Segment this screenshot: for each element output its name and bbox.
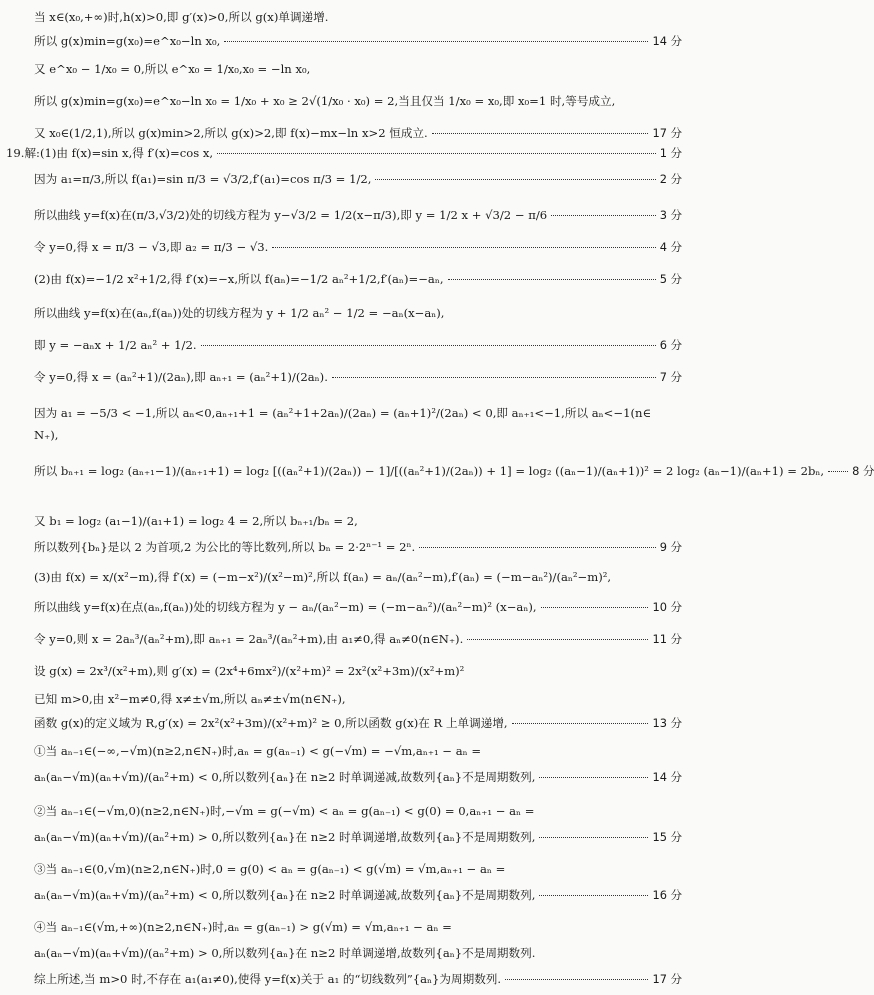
text-line: 又 e^x₀ − 1/x₀ = 0,所以 e^x₀ = 1/x₀,x₀ = −ln x₀, xyxy=(34,62,311,76)
text-line: 又 x₀∈(1/2,1),所以 g(x)min>2,所以 g(x)>2,即 f(x)−mx−ln x>2 恒成立. 17 分 xyxy=(34,126,682,140)
text-line: ③当 aₙ₋₁∈(0,√m)(n≥2,n∈N₊)时,0 = g(0) < aₙ = g(aₙ₋₁) < g(√m) = √m,aₙ₊₁ − aₙ = xyxy=(34,862,506,876)
text-line: ①当 aₙ₋₁∈(−∞,−√m)(n≥2,n∈N₊)时,aₙ = g(aₙ₋₁) < g(−√m) = −√m,aₙ₊₁ − aₙ = xyxy=(34,744,482,758)
text-line: 令 y=0,得 x = (aₙ²+1)/(2aₙ),即 aₙ₊₁ = (aₙ²+1)/(2aₙ). 7 分 xyxy=(34,370,682,384)
text-line: aₙ(aₙ−√m)(aₙ+√m)/(aₙ²+m) > 0,所以数列{aₙ}在 n≥2 时单调递增,故数列{aₙ}不是周期数列. xyxy=(34,946,536,960)
score-label: 11 分 xyxy=(652,632,682,646)
text-line: 所以数列{bₙ}是以 2 为首项,2 为公比的等比数列,所以 bₙ = 2·2ⁿ⁻¹ = 2ⁿ. 9 分 xyxy=(34,540,682,554)
text-line: 即 y = −aₙx + 1/2 aₙ² + 1/2. 6 分 xyxy=(34,338,682,352)
score-label: 6 分 xyxy=(659,338,682,352)
score-label: 13 分 xyxy=(652,716,682,730)
score-label: 15 分 xyxy=(652,830,682,844)
text-line: 因为 a₁=π/3,所以 f(a₁)=sin π/3 = √3/2,f′(a₁)=cos π/3 = 1/2, 2 分 xyxy=(34,172,682,186)
text-line: 所以 g(x)min=g(x₀)=e^x₀−ln x₀, 14 分 xyxy=(34,34,682,48)
score-label: 4 分 xyxy=(659,240,682,254)
score-label: 2 分 xyxy=(659,172,682,186)
text-line: 当 x∈(x₀,+∞)时,h(x)>0,即 g′(x)>0,所以 g(x)单调递增. xyxy=(34,10,329,24)
score-label: 5 分 xyxy=(659,272,682,286)
text-line: 所以 bₙ₊₁ = log₂ (aₙ₊₁−1)/(aₙ₊₁+1) = log₂ [((aₙ²+1)/(2aₙ)) − 1]/[((aₙ²+1)/(2aₙ)) + 1] = log₂ ((aₙ−1)/(aₙ+1))² = 2 log₂ (aₙ−1)/(aₙ+1) = 2bₙ, 8 分 xyxy=(34,464,874,478)
text-line: 设 g(x) = 2x³/(x²+m),则 g′(x) = (2x⁴+6mx²)/(x²+m)² = 2x²(x²+3m)/(x²+m)² xyxy=(34,664,465,678)
text-line: aₙ(aₙ−√m)(aₙ+√m)/(aₙ²+m) < 0,所以数列{aₙ}在 n≥2 时单调递减,故数列{aₙ}不是周期数列, 14 分 xyxy=(34,770,682,784)
score-label: 10 分 xyxy=(652,600,682,614)
score-label: 17 分 xyxy=(652,126,682,140)
text-line: 所以 g(x)min=g(x₀)=e^x₀−ln x₀ = 1/x₀ + x₀ ≥ 2√(1/x₀ · x₀) = 2,当且仅当 1/x₀ = x₀,即 x₀=1 时,等号成立, xyxy=(34,94,616,108)
score-label: 3 分 xyxy=(659,208,682,222)
text-line: aₙ(aₙ−√m)(aₙ+√m)/(aₙ²+m) > 0,所以数列{aₙ}在 n≥2 时单调递增,故数列{aₙ}不是周期数列, 15 分 xyxy=(34,830,682,844)
score-label: 7 分 xyxy=(659,370,682,384)
score-label: 1 分 xyxy=(659,146,682,160)
text-line: 令 y=0,得 x = π/3 − √3,即 a₂ = π/3 − √3. 4 分 xyxy=(34,240,682,254)
text-line: 令 y=0,则 x = 2aₙ³/(aₙ²+m),即 aₙ₊₁ = 2aₙ³/(aₙ²+m),由 a₁≠0,得 aₙ≠0(n∈N₊). 11 分 xyxy=(34,632,682,646)
text-line: aₙ(aₙ−√m)(aₙ+√m)/(aₙ²+m) < 0,所以数列{aₙ}在 n≥2 时单调递减,故数列{aₙ}不是周期数列, 16 分 xyxy=(34,888,682,902)
text-line: 又 b₁ = log₂ (a₁−1)/(a₁+1) = log₂ 4 = 2,所以 bₙ₊₁/bₙ = 2, xyxy=(34,514,358,528)
text-line: (2)由 f(x)=−1/2 x²+1/2,得 f′(x)=−x,所以 f(aₙ)=−1/2 aₙ²+1/2,f′(aₙ)=−aₙ, 5 分 xyxy=(34,272,682,286)
score-label: 17 分 xyxy=(652,972,682,986)
text-line: ②当 aₙ₋₁∈(−√m,0)(n≥2,n∈N₊)时,−√m = g(−√m) < aₙ = g(aₙ₋₁) < g(0) = 0,aₙ₊₁ − aₙ = xyxy=(34,804,535,818)
text-line: 因为 a₁ = −5/3 < −1,所以 aₙ<0,aₙ₊₁+1 = (aₙ²+1+2aₙ)/(2aₙ) = (aₙ+1)²/(2aₙ) < 0,即 aₙ₊₁<−1,所以 aₙ<−1(n∈ xyxy=(34,406,652,420)
text-line: N₊), xyxy=(34,428,59,442)
text-line: (3)由 f(x) = x/(x²−m),得 f′(x) = (−m−x²)/(x²−m)²,所以 f(aₙ) = aₙ/(aₙ²−m),f′(aₙ) = (−m−aₙ²)/(aₙ²−m)², xyxy=(34,570,612,584)
text-line: ④当 aₙ₋₁∈(√m,+∞)(n≥2,n∈N₊)时,aₙ = g(aₙ₋₁) > g(√m) = √m,aₙ₊₁ − aₙ = xyxy=(34,920,452,934)
question-19-heading: 19.解:(1)由 f(x)=sin x,得 f′(x)=cos x, 1 分 xyxy=(6,146,682,160)
score-label: 14 分 xyxy=(652,770,682,784)
score-label: 14 分 xyxy=(652,34,682,48)
text-line: 函数 g(x)的定义域为 R,g′(x) = 2x²(x²+3m)/(x²+m)² ≥ 0,所以函数 g(x)在 R 上单调递增, 13 分 xyxy=(34,716,682,730)
score-label: 8 分 xyxy=(852,464,874,478)
score-label: 9 分 xyxy=(659,540,682,554)
score-label: 16 分 xyxy=(652,888,682,902)
text-line: 综上所述,当 m>0 时,不存在 a₁(a₁≠0),使得 y=f(x)关于 a₁ 的“切线数列”{aₙ}为周期数列. 17 分 xyxy=(34,972,682,986)
text-line: 所以曲线 y=f(x)在点(aₙ,f(aₙ))处的切线方程为 y − aₙ/(aₙ²−m) = (−m−aₙ²)/(aₙ²−m)² (x−aₙ), 10 分 xyxy=(34,600,682,614)
text-line: 所以曲线 y=f(x)在(aₙ,f(aₙ))处的切线方程为 y + 1/2 aₙ² − 1/2 = −aₙ(x−aₙ), xyxy=(34,306,445,320)
text-line: 已知 m>0,由 x²−m≠0,得 x≠±√m,所以 aₙ≠±√m(n∈N₊), xyxy=(34,692,346,706)
text-line: 所以曲线 y=f(x)在(π/3,√3/2)处的切线方程为 y−√3/2 = 1/2(x−π/3),即 y = 1/2 x + √3/2 − π/6 3 分 xyxy=(34,208,682,222)
